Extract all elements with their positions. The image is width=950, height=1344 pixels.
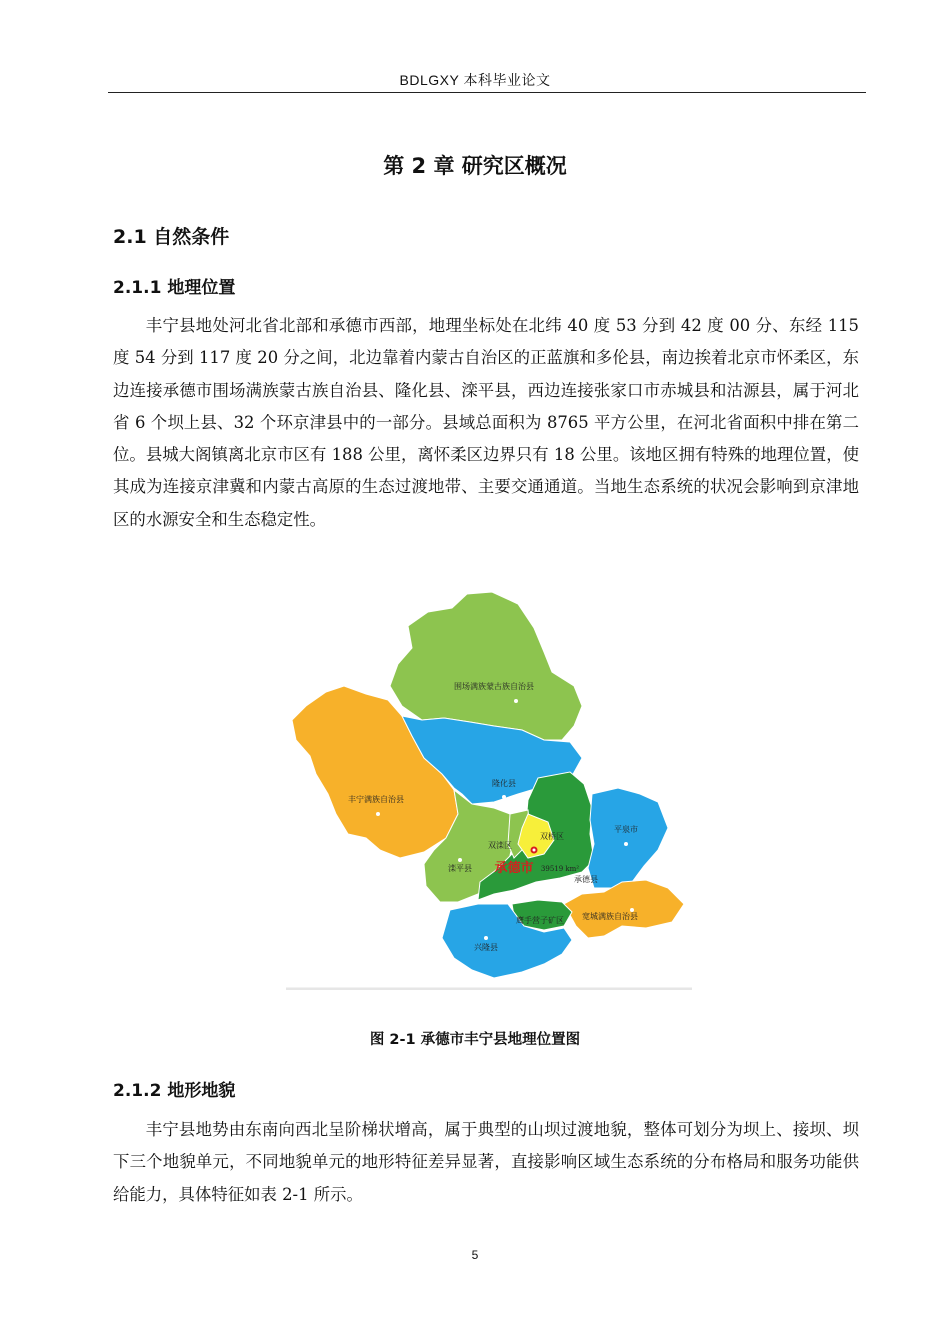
map-marker-kuancheng (630, 908, 634, 912)
region-pingquan (588, 788, 668, 888)
map-marker-xinglong (484, 936, 488, 940)
location-map-figure (282, 588, 694, 990)
paragraph-location: 丰宁县地处河北省北部和承德市西部，地理坐标处在北纬 40 度 53 分到 42 度 00 分、东经 115 度 54 分到 117 度 20 分之间，北边靠着内蒙古自治区的正蓝旗和多伦县，南边挨着北京市怀柔区，东边连接承德市围场满族蒙古族自治县、隆化县、滦平县，西边连接张家口市赤城县和沽源县，属于河北省 6 个坝上县、32 个环京津县中的一部分。县域总面积为 8765 平方公里，在河北省面积中排在第二位。县城大阁镇离北京市区有 188 公里，离怀柔区边界只有 18 公里。该地区拥有特殊的地理位置，使其成为连接京津冀和内蒙古高原的生态过渡地带、主要交通通道。当地生态系统的状况会影响到京津地区的水源安全和生态稳定性。 (113, 316, 859, 529)
map-label-shuangqiao: 双桥区 (540, 832, 564, 841)
map-label-yingshouyingzi: 鹰手营子矿区 (516, 916, 564, 925)
running-header: BDLGXY 本科毕业论文 (399, 72, 551, 88)
map-label-fengning: 丰宁满族自治县 (348, 795, 404, 804)
map-label-weichang: 围场满族蒙古族自治县 (454, 682, 534, 691)
page-number: 5 (471, 1248, 479, 1262)
map-label-chengde-county: 承德县 (574, 875, 598, 884)
map-label-kuancheng: 宽城满族自治县 (582, 912, 638, 921)
paragraph-terrain: 丰宁县地势由东南向西北呈阶梯状增高，属于典型的山坝过渡地貌，整体可划分为坝上、接坝、坝下三个地貌单元，不同地貌单元的地形特征差异显著，直接影响区域生态系统的分布格局和服务功能供给能力，具体特征如表 2-1 所示。 (113, 1120, 859, 1204)
map-marker-pingquan (624, 842, 628, 846)
location-map (282, 588, 694, 990)
map-label-pingquan: 平泉市 (614, 825, 638, 834)
region-kuancheng (564, 880, 684, 938)
map-label-luanping: 滦平县 (448, 864, 472, 873)
map-label-longhua: 隆化县 (492, 779, 516, 788)
map-label-shuangluan: 双滦区 (488, 841, 512, 850)
section-heading-2-1-2: 2.1.2 地形地貌 (113, 1081, 236, 1101)
region-weichang (390, 592, 582, 740)
chapter-title: 第 2 章 研究区概况 (383, 154, 567, 178)
figure-caption: 图 2-1 承德市丰宁县地理位置图 (369, 1032, 581, 1048)
map-label-area-note: 39519 km² (540, 865, 580, 873)
map-label-chengde-city: 承德市 (494, 861, 534, 876)
section-heading-2-1: 2.1 自然条件 (113, 226, 230, 248)
map-marker-luanping (458, 858, 462, 862)
header-rule (108, 92, 866, 93)
map-marker-longhua (502, 795, 506, 799)
section-heading-2-1-1: 2.1.1 地理位置 (113, 278, 236, 298)
map-label-xinglong: 兴隆县 (474, 943, 498, 952)
map-marker-weichang (514, 699, 518, 703)
map-marker-chengde-city-center (533, 849, 536, 852)
map-marker-fengning (376, 812, 380, 816)
map-marker-chengde-county (570, 876, 574, 880)
